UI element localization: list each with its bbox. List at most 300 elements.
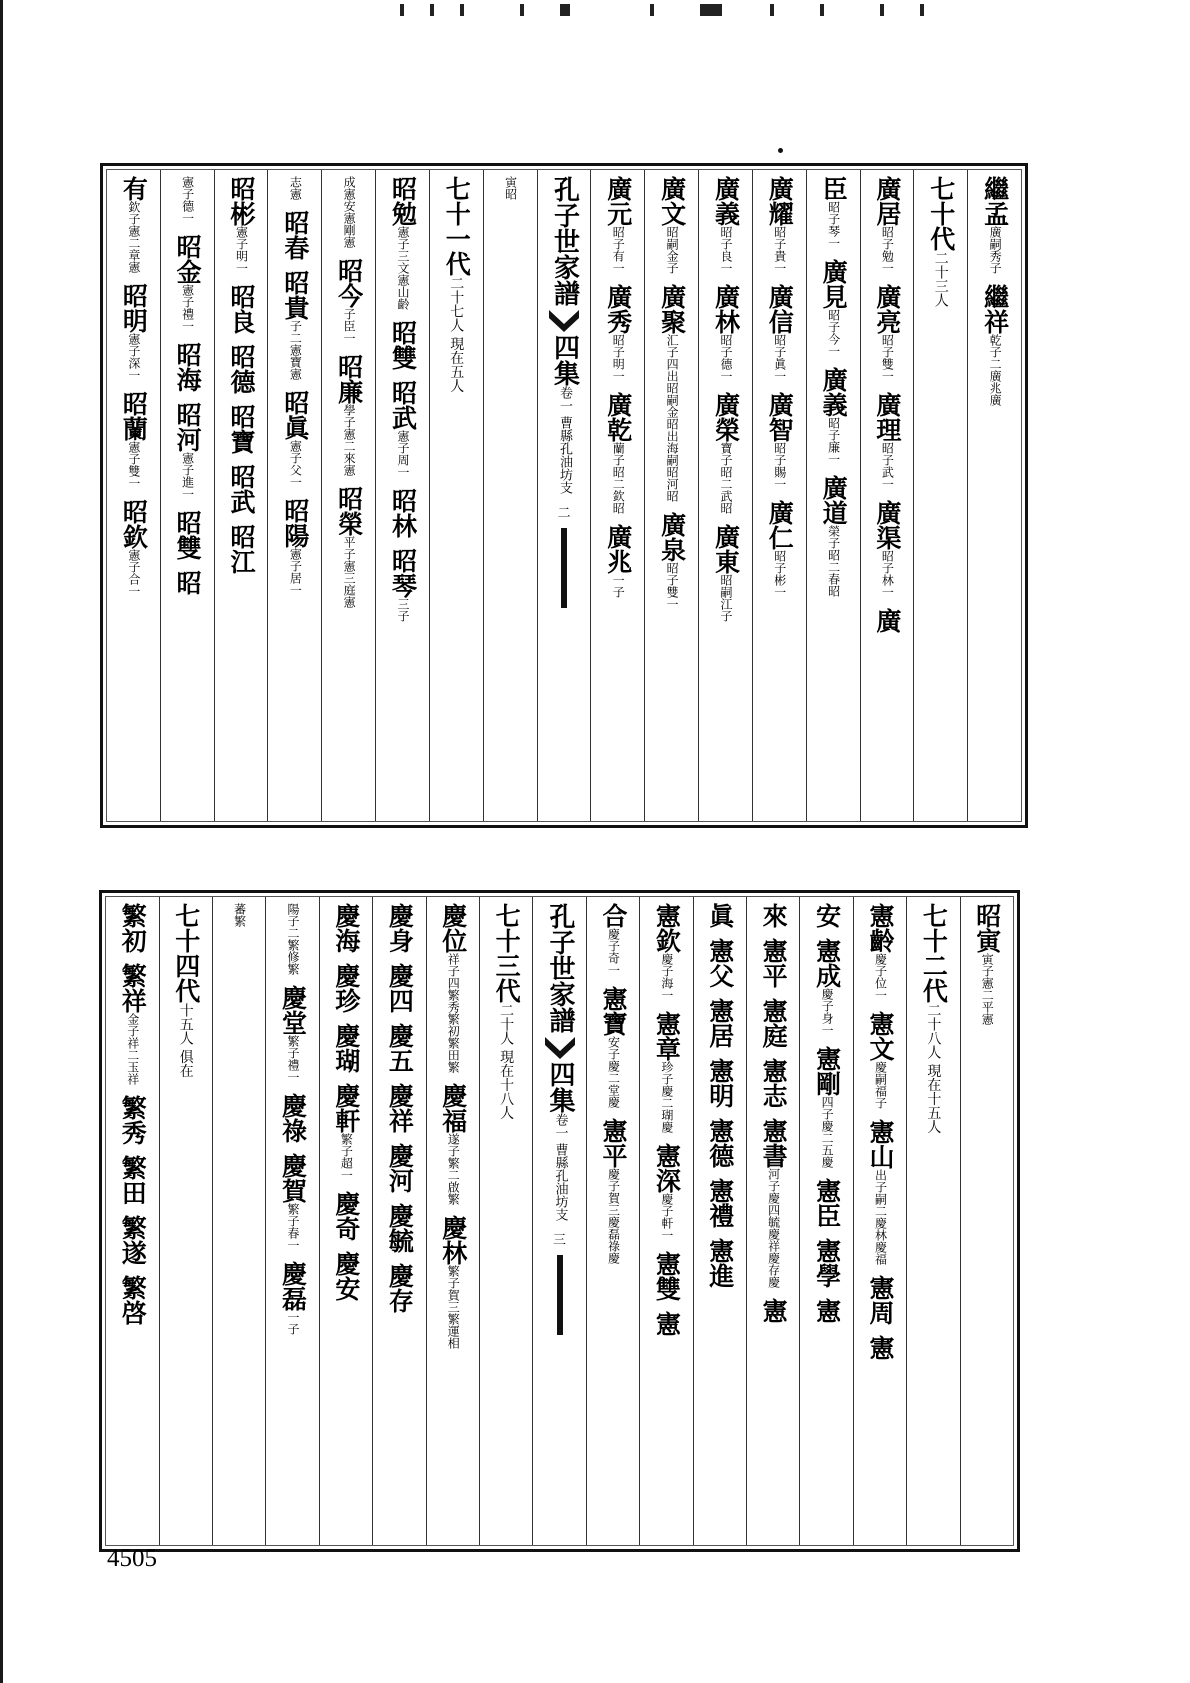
lineage-note: 昭子彬一 xyxy=(772,550,787,598)
generation-count: 十五人 俱在 xyxy=(177,1003,194,1078)
lineage-note: 昭子琴一 xyxy=(826,201,841,249)
person-name: 繁初 xyxy=(118,903,148,953)
lineage-note: 欽子憲二章憲 xyxy=(126,201,141,273)
person-name: 廣智 xyxy=(765,392,795,442)
lineage-note: 昭子德一 xyxy=(718,334,733,382)
person-entry xyxy=(604,284,632,382)
person-entry xyxy=(706,998,734,1048)
person-entry xyxy=(706,938,734,988)
generation-label: 七十代 xyxy=(926,176,956,251)
fishtail-mark-icon xyxy=(545,1037,575,1059)
person-entry xyxy=(118,1095,146,1145)
person-name: 憲山 xyxy=(865,1119,895,1169)
person-name: 臣 xyxy=(819,176,849,201)
person-entry xyxy=(759,1118,787,1288)
record-column xyxy=(799,897,852,1545)
person-name: 慶堂 xyxy=(278,985,308,1035)
record-column xyxy=(698,170,752,821)
person-name: 昭勉 xyxy=(388,176,418,226)
person-name: 廣聚 xyxy=(657,284,687,334)
person-entry xyxy=(279,985,307,1083)
person-entry xyxy=(388,176,416,310)
genealogy-page-top xyxy=(100,163,1028,828)
person-entry xyxy=(819,176,847,249)
person-entry xyxy=(227,284,255,334)
person-entry xyxy=(388,380,416,478)
person-name: 昭今 xyxy=(334,258,364,308)
person-name: 憲庭 xyxy=(759,998,789,1048)
person-name: 昭海 xyxy=(173,342,203,392)
collection-label: 四集 xyxy=(545,1061,576,1113)
record-column xyxy=(644,170,698,821)
person-entry xyxy=(819,259,847,357)
person-entry xyxy=(173,570,201,595)
lineage-note: 昭子武一 xyxy=(880,442,895,490)
person-name: 慶祿 xyxy=(278,1093,308,1143)
person-name: 廣 xyxy=(872,608,902,633)
person-name: 憲禮 xyxy=(705,1178,735,1228)
lineage-note: 憲子明一 xyxy=(234,226,249,274)
person-entry xyxy=(503,176,518,200)
person-name: 昭 xyxy=(173,570,203,595)
person-name: 昭河 xyxy=(173,402,203,452)
lineage-note: 昭子賜一 xyxy=(772,442,787,490)
person-entry xyxy=(335,486,363,608)
person-entry xyxy=(652,1251,680,1301)
lineage-note: 憲子居一 xyxy=(288,548,303,596)
person-name: 慶身 xyxy=(385,903,415,953)
lineage-note: 繁子賀三繁運相 xyxy=(446,1265,461,1349)
person-name: 憲齡 xyxy=(865,903,895,953)
record-column xyxy=(853,897,906,1545)
lineage-note: 昭嗣江子 xyxy=(718,574,733,622)
person-name: 慶安 xyxy=(331,1251,361,1301)
person-entry xyxy=(604,392,632,514)
lineage-note: 慶子賀三慶磊祿慶 xyxy=(606,1168,621,1264)
person-name: 廣元 xyxy=(603,176,633,226)
person-name: 憲寶 xyxy=(598,986,628,1036)
person-entry xyxy=(118,1215,146,1265)
person-entry xyxy=(119,499,147,597)
record-column xyxy=(967,170,1021,821)
lineage-note: 繁子春一 xyxy=(286,1203,301,1251)
person-name: 憲志 xyxy=(759,1058,789,1108)
person-name: 繁祥 xyxy=(118,963,148,1013)
generation-label: 七十二代 xyxy=(919,903,949,1003)
person-name: 昭武 xyxy=(226,464,256,514)
record-column xyxy=(960,897,1013,1545)
lineage-note: 慶子位一 xyxy=(873,953,888,1001)
generation-label: 七十四代 xyxy=(171,903,201,1003)
person-entry xyxy=(873,176,901,274)
lineage-note: 繁子禮一 xyxy=(286,1035,301,1083)
person-name: 廣耀 xyxy=(765,176,795,226)
person-name: 昭榮 xyxy=(334,486,364,536)
record-column xyxy=(806,170,860,821)
person-name: 憲進 xyxy=(705,1238,735,1288)
person-entry xyxy=(658,176,686,274)
lineage-note: 四子慶二五慶 xyxy=(820,1096,835,1168)
lineage-note: 慶嗣福子 xyxy=(873,1061,888,1109)
person-entry xyxy=(866,1335,894,1360)
person-entry xyxy=(335,258,363,344)
lineage-note: 蕃繁 xyxy=(232,903,247,927)
person-name: 慶磊 xyxy=(278,1261,308,1311)
lineage-note: 安子慶二堂慶 xyxy=(606,1036,621,1108)
record-column xyxy=(426,897,479,1545)
person-entry xyxy=(173,510,201,560)
person-entry xyxy=(332,1083,360,1181)
lineage-note: 寅昭 xyxy=(503,176,518,200)
person-entry xyxy=(813,903,841,928)
generation-count: 二十八人 現在十五人 xyxy=(925,1003,942,1134)
lineage-note: 憲子合一 xyxy=(126,549,141,597)
person-entry xyxy=(813,938,841,1036)
person-entry xyxy=(335,354,363,476)
person-entry xyxy=(759,903,787,928)
person-entry xyxy=(604,524,632,598)
record-column xyxy=(752,170,806,821)
person-name: 慶奇 xyxy=(331,1191,361,1241)
volume-label: 卷一 xyxy=(556,386,572,412)
person-name: 憲成 xyxy=(812,938,842,988)
record-column xyxy=(693,897,746,1545)
person-name: 憲 xyxy=(812,1298,842,1323)
person-name: 憲文 xyxy=(865,1011,895,1061)
person-name: 昭春 xyxy=(280,210,310,260)
person-name: 廣泉 xyxy=(657,512,687,562)
record-column xyxy=(267,170,321,821)
person-name: 昭良 xyxy=(226,284,256,334)
person-name: 憲剛 xyxy=(812,1046,842,1096)
person-name: 有 xyxy=(119,176,149,201)
person-entry xyxy=(118,903,146,953)
person-name: 廣亮 xyxy=(872,284,902,334)
person-entry xyxy=(332,963,360,1013)
lineage-note: 憲子禮一 xyxy=(180,284,195,332)
person-name: 昭琴 xyxy=(388,548,418,598)
person-entry xyxy=(173,402,201,500)
title-bar xyxy=(557,1255,563,1335)
person-name: 慶軒 xyxy=(331,1083,361,1133)
person-name: 廣義 xyxy=(819,367,849,417)
person-name: 憲 xyxy=(865,1335,895,1360)
person-name: 憲父 xyxy=(705,938,735,988)
lineage-note: 慶子奇一 xyxy=(606,928,621,976)
person-entry xyxy=(765,176,793,274)
person-entry xyxy=(180,176,195,224)
lineage-note: 昭子有一 xyxy=(611,226,626,274)
page-mark: 三 xyxy=(553,1233,567,1248)
record-column xyxy=(590,170,644,821)
page-mark: 二 xyxy=(557,506,571,521)
lineage-note: 成憲安憲剛憲 xyxy=(342,176,357,248)
person-entry xyxy=(119,391,147,489)
person-entry xyxy=(281,270,309,380)
person-name: 慶林 xyxy=(438,1215,468,1265)
person-entry xyxy=(652,1143,680,1241)
person-entry xyxy=(281,390,309,488)
person-name: 廣道 xyxy=(819,475,849,525)
person-name: 憲 xyxy=(652,1311,682,1336)
lineage-note: 昭子勉一 xyxy=(880,226,895,274)
person-entry xyxy=(227,404,255,454)
lineage-note: 子臣一 xyxy=(342,308,357,344)
person-name: 憲深 xyxy=(652,1143,682,1193)
person-entry xyxy=(706,1178,734,1228)
lineage-note: 子二憲寶憲 xyxy=(288,320,303,380)
book-title-column xyxy=(532,897,585,1545)
generation-count: 二十七人 現在五人 xyxy=(448,276,465,393)
person-entry xyxy=(759,1058,787,1108)
person-entry xyxy=(706,1238,734,1288)
person-name: 慶河 xyxy=(385,1143,415,1193)
person-name: 廣居 xyxy=(872,176,902,226)
lineage-note: 昭子雙一 xyxy=(665,562,680,610)
person-entry xyxy=(287,176,302,200)
person-entry xyxy=(388,320,416,370)
person-name: 昭林 xyxy=(388,488,418,538)
person-name: 昭陽 xyxy=(280,498,310,548)
person-entry xyxy=(599,903,627,976)
person-entry xyxy=(866,1275,894,1325)
lineage-note: 慶子軒一 xyxy=(659,1193,674,1241)
record-column xyxy=(214,170,268,821)
person-entry xyxy=(385,1143,413,1193)
person-entry xyxy=(118,1275,146,1325)
person-name: 慶五 xyxy=(385,1023,415,1073)
person-name: 安 xyxy=(812,903,842,928)
person-entry xyxy=(813,1298,841,1323)
lineage-note: 一子 xyxy=(286,1311,301,1335)
title-bar xyxy=(561,528,567,608)
person-entry xyxy=(385,903,413,953)
person-entry xyxy=(973,903,1001,1025)
generation-column xyxy=(159,897,212,1545)
lineage-note: 慶子海一 xyxy=(659,953,674,1001)
person-name: 昭武 xyxy=(388,380,418,430)
person-name: 廣信 xyxy=(765,284,795,334)
person-name: 昭眞 xyxy=(280,390,310,440)
person-name: 廣乾 xyxy=(603,392,633,442)
person-entry xyxy=(227,176,255,274)
person-entry xyxy=(765,500,793,598)
lineage-note: 汇子四出昭嗣金昭出海嗣昭河昭 xyxy=(665,334,680,502)
person-name: 廣榮 xyxy=(711,392,741,442)
person-entry xyxy=(652,1011,680,1133)
lineage-note: 學子憲二來憲 xyxy=(342,404,357,476)
record-column xyxy=(106,897,158,1545)
lineage-note: 寶子昭二武昭 xyxy=(718,442,733,514)
page-edge xyxy=(0,0,3,1683)
person-entry xyxy=(873,284,901,382)
lineage-note: 榮子昭二春昭 xyxy=(826,525,841,597)
generation-column xyxy=(429,170,483,821)
lineage-note: 昭子林一 xyxy=(880,550,895,598)
book-title: 孔子世家譜 xyxy=(549,176,580,306)
person-entry xyxy=(873,392,901,490)
person-entry xyxy=(711,284,739,382)
person-name: 憲 xyxy=(759,1298,789,1323)
person-entry xyxy=(604,176,632,274)
person-entry xyxy=(281,210,309,260)
person-name: 憲書 xyxy=(759,1118,789,1168)
person-entry xyxy=(332,1023,360,1073)
lineage-note: 珍子慶二瑚慶 xyxy=(659,1061,674,1133)
person-entry xyxy=(759,1298,787,1323)
person-name: 昭雙 xyxy=(388,320,418,370)
person-name: 憲雙 xyxy=(652,1251,682,1301)
lineage-note: 寅子憲二平憲 xyxy=(980,953,995,1025)
generation-label: 七十三代 xyxy=(492,903,522,1003)
record-column xyxy=(107,170,160,821)
genealogy-page-bottom xyxy=(99,890,1020,1552)
person-entry xyxy=(119,283,147,381)
person-name: 繼孟 xyxy=(980,176,1010,226)
person-entry xyxy=(439,1083,467,1205)
scan-speck xyxy=(778,148,783,153)
person-entry xyxy=(332,1191,360,1241)
person-entry xyxy=(227,524,255,574)
person-name: 昭貴 xyxy=(280,270,310,320)
person-entry xyxy=(385,1083,413,1133)
person-entry xyxy=(388,548,416,622)
lineage-note: 河子慶四毓慶祥慶存慶 xyxy=(766,1168,781,1288)
person-name: 繁秀 xyxy=(118,1095,148,1145)
person-entry xyxy=(232,903,247,927)
person-name: 憲學 xyxy=(812,1238,842,1288)
person-name: 慶存 xyxy=(385,1263,415,1313)
person-name: 慶珍 xyxy=(331,963,361,1013)
person-name: 廣東 xyxy=(711,524,741,574)
person-entry xyxy=(332,903,360,953)
person-entry xyxy=(652,903,680,1001)
column-strip xyxy=(106,897,1013,1545)
record-column xyxy=(372,897,425,1545)
person-entry xyxy=(866,1011,894,1109)
person-entry xyxy=(813,1238,841,1288)
lineage-note: 昭子良一 xyxy=(718,226,733,274)
person-name: 繁田 xyxy=(118,1155,148,1205)
record-column xyxy=(586,897,639,1545)
person-entry xyxy=(658,512,686,610)
person-entry xyxy=(279,1153,307,1251)
person-entry xyxy=(118,1155,146,1205)
person-name: 廣秀 xyxy=(603,284,633,334)
person-name: 繁啓 xyxy=(118,1275,148,1325)
record-column xyxy=(860,170,914,821)
person-entry xyxy=(281,498,309,596)
person-name: 慶福 xyxy=(438,1083,468,1133)
person-entry xyxy=(439,1215,467,1349)
person-name: 憲臣 xyxy=(812,1178,842,1228)
lineage-note: 祥子四繁秀繁初繁田繁 xyxy=(446,953,461,1073)
lineage-note: 昭子貴一 xyxy=(772,226,787,274)
person-entry xyxy=(119,176,147,273)
person-entry xyxy=(706,1058,734,1108)
lineage-note: 憲子三文憲山齡 xyxy=(395,226,410,310)
person-entry xyxy=(873,608,901,633)
person-entry xyxy=(227,464,255,514)
record-column xyxy=(265,897,318,1545)
person-name: 昭寶 xyxy=(226,404,256,454)
person-entry xyxy=(711,524,739,622)
person-name: 昭廉 xyxy=(334,354,364,404)
lineage-note: 憲子德一 xyxy=(180,176,195,224)
person-name: 慶祥 xyxy=(385,1083,415,1133)
record-column xyxy=(639,897,692,1545)
person-name: 昭寅 xyxy=(972,903,1002,953)
lineage-note: 慶子身一 xyxy=(820,988,835,1036)
person-entry xyxy=(765,284,793,382)
person-name: 繼祥 xyxy=(980,284,1010,334)
person-name: 昭江 xyxy=(226,524,256,574)
branch-label: 曹縣孔油坊支 xyxy=(552,1143,568,1221)
person-name: 慶海 xyxy=(331,903,361,953)
lineage-note: 乾子二廣兆廣 xyxy=(988,334,1003,406)
lineage-note: 昭子眞一 xyxy=(772,334,787,382)
person-entry xyxy=(873,500,901,598)
generation-column xyxy=(906,897,959,1545)
person-entry xyxy=(652,1311,680,1336)
person-entry xyxy=(599,1118,627,1264)
page-number: 4505 xyxy=(107,1545,157,1572)
lineage-note: 憲子進一 xyxy=(180,452,195,500)
person-entry xyxy=(285,903,300,975)
person-entry xyxy=(173,342,201,392)
record-column xyxy=(319,897,372,1545)
lineage-note: 蘭子昭二欽昭 xyxy=(611,442,626,514)
person-name: 憲平 xyxy=(598,1118,628,1168)
record-column xyxy=(483,170,537,821)
lineage-note: 平子憲三庭憲 xyxy=(342,536,357,608)
person-entry xyxy=(813,1178,841,1228)
record-column xyxy=(160,170,214,821)
record-column xyxy=(212,897,265,1545)
person-entry xyxy=(385,963,413,1013)
lineage-note: 志憲 xyxy=(288,176,303,200)
lineage-note: 昭子雙一 xyxy=(880,334,895,382)
generation-column xyxy=(479,897,532,1545)
lineage-note: 廣嗣秀子 xyxy=(988,226,1003,274)
scan-artifact xyxy=(400,4,940,18)
person-entry xyxy=(227,344,255,394)
person-name: 廣渠 xyxy=(872,500,902,550)
person-name: 昭明 xyxy=(119,283,149,333)
person-name: 昭雙 xyxy=(173,510,203,560)
lineage-note: 憲子父一 xyxy=(288,440,303,488)
person-entry xyxy=(658,284,686,502)
person-name: 眞 xyxy=(705,903,735,928)
person-name: 廣林 xyxy=(711,284,741,334)
person-name: 昭金 xyxy=(173,234,203,284)
person-entry xyxy=(765,392,793,490)
person-entry xyxy=(332,1251,360,1301)
person-name: 廣仁 xyxy=(765,500,795,550)
collection-label: 四集 xyxy=(549,334,580,386)
lineage-note: 金子祥二玉祥 xyxy=(125,1013,140,1085)
person-name: 來 xyxy=(759,903,789,928)
person-name: 憲欽 xyxy=(652,903,682,953)
person-entry xyxy=(711,392,739,514)
person-entry xyxy=(981,284,1009,406)
lineage-note: 遂子繁二啟繁 xyxy=(446,1133,461,1205)
branch-label: 曹縣孔油坊支 xyxy=(556,416,572,494)
person-entry xyxy=(279,1261,307,1335)
volume-label: 卷一 xyxy=(552,1113,568,1139)
person-entry xyxy=(981,176,1009,274)
generation-count: 二十人 現在十八人 xyxy=(498,1003,515,1120)
